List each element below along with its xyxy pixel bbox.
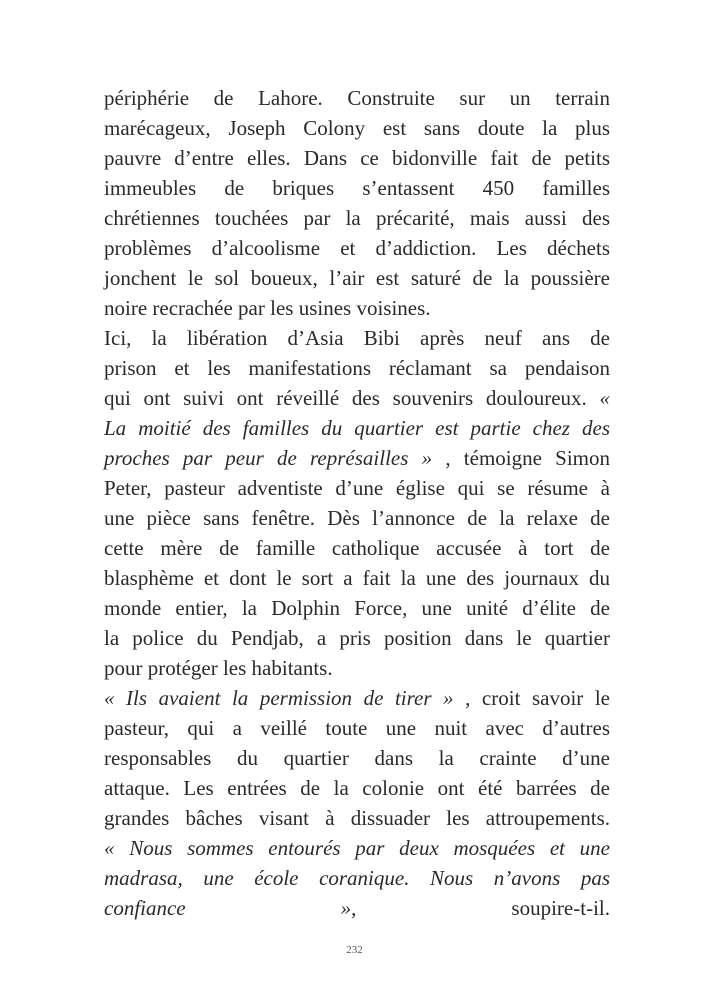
text-line: marécageux, Joseph Colony est sans doute la plus — [104, 116, 610, 140]
text-line-roman: , croit savoir le — [465, 686, 610, 710]
text-line — [104, 683, 610, 713]
text-line-roman: , témoigne Simon — [445, 446, 611, 470]
quote-text: confiance — [104, 896, 186, 920]
text-line: immeubles de briques s’entassent 450 familles — [104, 176, 610, 200]
text-line — [104, 893, 610, 923]
quote-line — [104, 863, 610, 893]
text-line — [104, 443, 610, 473]
text-line: responsables du quartier dans la crainte d’une — [104, 746, 610, 770]
text-line: une pièce sans fenêtre. Dès l’annonce de la relaxe de — [104, 506, 610, 530]
quote-text: « Ils avaient la permission de tirer » — [104, 686, 454, 710]
quote-line — [104, 413, 610, 443]
text-line: la police du Pendjab, a pris position dans le quartier — [104, 626, 610, 650]
quote-line — [104, 833, 610, 863]
text-line: attaque. Les entrées de la colonie ont été barrées de — [104, 776, 610, 800]
text-line: Peter, pasteur adventiste d’une église qui se résume à — [104, 476, 610, 500]
text-line: noire recrachée par les usines voisines. — [104, 296, 431, 320]
text-line: Ici, la libération d’Asia Bibi après neuf ans de — [104, 326, 610, 350]
text-line-roman: qui ont suivi ont réveillé des souvenirs douloureux. — [104, 386, 587, 410]
text-line: pauvre d’entre elles. Dans ce bidonville fait de petits — [104, 146, 610, 170]
text-line: pasteur, qui a veillé toute une nuit avec d’autres — [104, 716, 610, 740]
text-line: grandes bâches visant à dissuader les attroupements. — [104, 806, 610, 830]
quote-text: La moitié des familles du quartier est partie chez des — [104, 416, 610, 440]
text-line — [104, 383, 610, 413]
body-text — [104, 83, 610, 923]
text-line: prison et les manifestations réclamant sa pendaison — [104, 356, 610, 380]
quote-text: proches par peur de représailles » — [104, 446, 433, 470]
text-line-roman: soupire-t-il. — [511, 896, 610, 920]
text-line: monde entier, la Dolphin Force, une unité d’élite de — [104, 596, 610, 620]
quote-text: madrasa, une école coranique. Nous n’avons pas — [104, 866, 610, 890]
text-line: pour protéger les habitants. — [104, 656, 333, 680]
quote-text: « Nous sommes entourés par deux mosquées et une — [104, 836, 610, 860]
text-line: jonchent le sol boueux, l’air est saturé de la poussière — [104, 266, 610, 290]
text-line: cette mère de famille catholique accusée à tort de — [104, 536, 610, 560]
text-line: périphérie de Lahore. Construite sur un terrain — [104, 86, 610, 110]
text-line: problèmes d’alcoolisme et d’addiction. Les déchets — [104, 236, 610, 260]
text-line: chrétiennes touchées par la précarité, mais aussi des — [104, 206, 610, 230]
quote-open: « — [599, 386, 610, 410]
quote-close: », — [340, 896, 357, 920]
page-number: 232 — [346, 944, 363, 956]
text-line: blasphème et dont le sort a fait la une des journaux du — [104, 566, 610, 590]
